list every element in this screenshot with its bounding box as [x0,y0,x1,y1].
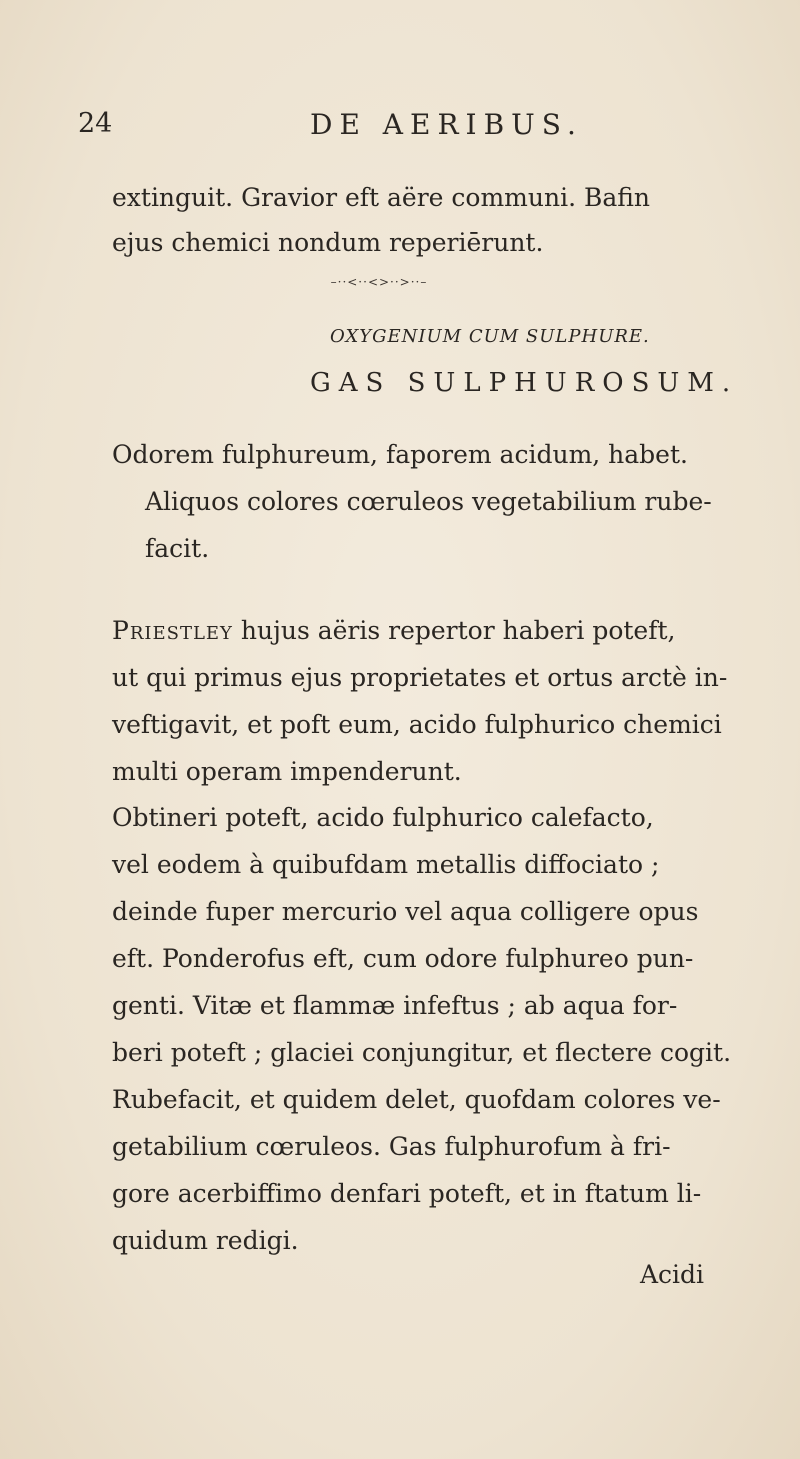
text-line: genti. Vitæ et flammæ infeftus ; ab aqua for- [112,991,678,1020]
text-line: Rubefacit, et quidem delet, quofdam colores ve- [112,1085,721,1114]
section-subtitle: GAS SULPHUROSUM. [310,368,739,398]
page-number: 24 [78,108,113,139]
text-line: ut qui primus ejus proprietates et ortus arctè in- [112,663,728,692]
text-line: Aliquos colores cœruleos vegetabilium rube- [145,487,712,516]
text-line: eft. Ponderofus eft, cum odore fulphureo pun- [112,944,694,973]
text-line: deinde fuper mercurio vel aqua colligere opus [112,897,699,926]
text-line: multi operam impenderunt. [112,757,462,786]
text-line: beri poteft ; glaciei conjungitur, et flectere cogit. [112,1038,732,1067]
author-name: Priestley [112,616,233,645]
text-line: facit. [145,534,210,563]
text-line: Obtineri poteft, acido fulphurico calefacto, [112,803,654,832]
ornament-divider: –··<··<>··>··– [330,275,428,289]
running-head [78,108,738,148]
text-line [112,616,675,645]
text-line: vel eodem à quibufdam metallis diffociato ; [112,850,660,879]
catchword: Acidi [640,1260,705,1289]
text-line: Odorem fulphureum, faporem acidum, habet. [112,440,688,469]
text-line: ejus chemici nondum reperiērunt. [112,228,544,257]
text-line: quidum redigi. [112,1226,299,1255]
section-title: OXYGENIUM CUM SULPHURE. [330,326,650,347]
running-title: DE AERIBUS. [310,108,583,141]
text-line: getabilium cœruleos. Gas fulphurofum à fri- [112,1132,671,1161]
text-line: gore acerbiffimo denfari poteft, et in ftatum li- [112,1179,702,1208]
text-line: extinguit. Gravior eft aëre communi. Bafin [112,183,651,212]
text-fragment: hujus aëris repertor haberi poteft, [232,616,676,645]
text-line: veftigavit, et poft eum, acido fulphurico chemici [112,710,722,739]
